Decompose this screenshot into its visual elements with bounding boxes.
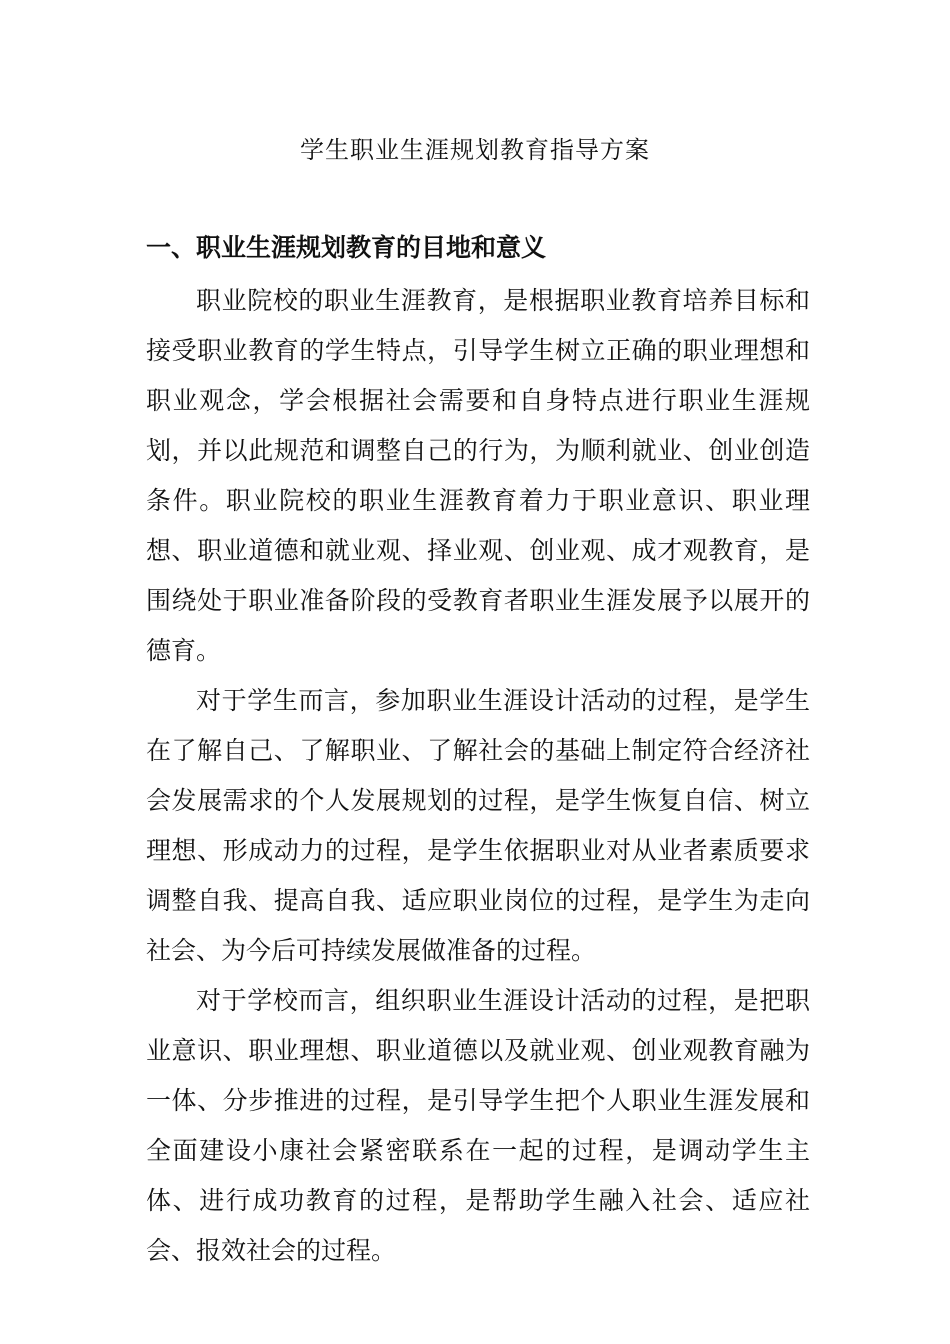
paragraph-for-students: 对于学生而言，参加职业生涯设计活动的过程，是学生在了解自己、了解职业、了解社会的基础上制定符合经济社会发展需求的个人发展规划的过程，是学生恢复自信、树立理想、形成动力的过程，是学生依据职业对从业者素质要求调整自我、提高自我、适应职业岗位的过程，是学生为走向社会、为今后可持续发展做准备的过程。 [146,686,810,965]
section-heading: 一、职业生涯规划教育的目地和意义 [146,233,547,262]
paragraph-career-education: 职业院校的职业生涯教育，是根据职业教育培养目标和接受职业教育的学生特点，引导学生树立正确的职业理想和职业观念，学会根据社会需要和自身特点进行职业生涯规划，并以此规范和调整自己的行为，为顺利就业、创业创造条件。职业院校的职业生涯教育着力于职业意识、职业理想、职业道德和就业观、择业观、创业观、成才观教育，是围绕处于职业准备阶段的受教育者职业生涯发展予以展开的德育。 [146,286,810,665]
document-title: 学生职业生涯规划教育指导方案 [300,136,650,164]
document-body [146,228,810,1276]
paragraph-for-schools: 对于学校而言，组织职业生涯设计活动的过程，是把职业意识、职业理想、职业道德以及就业观、创业观教育融为一体、分步推进的过程，是引导学生把个人职业生涯发展和全面建设小康社会紧密联系在一起的过程，是调动学生主体、进行成功教育的过程，是帮助学生融入社会、适应社会、报效社会的过程。 [146,986,810,1265]
